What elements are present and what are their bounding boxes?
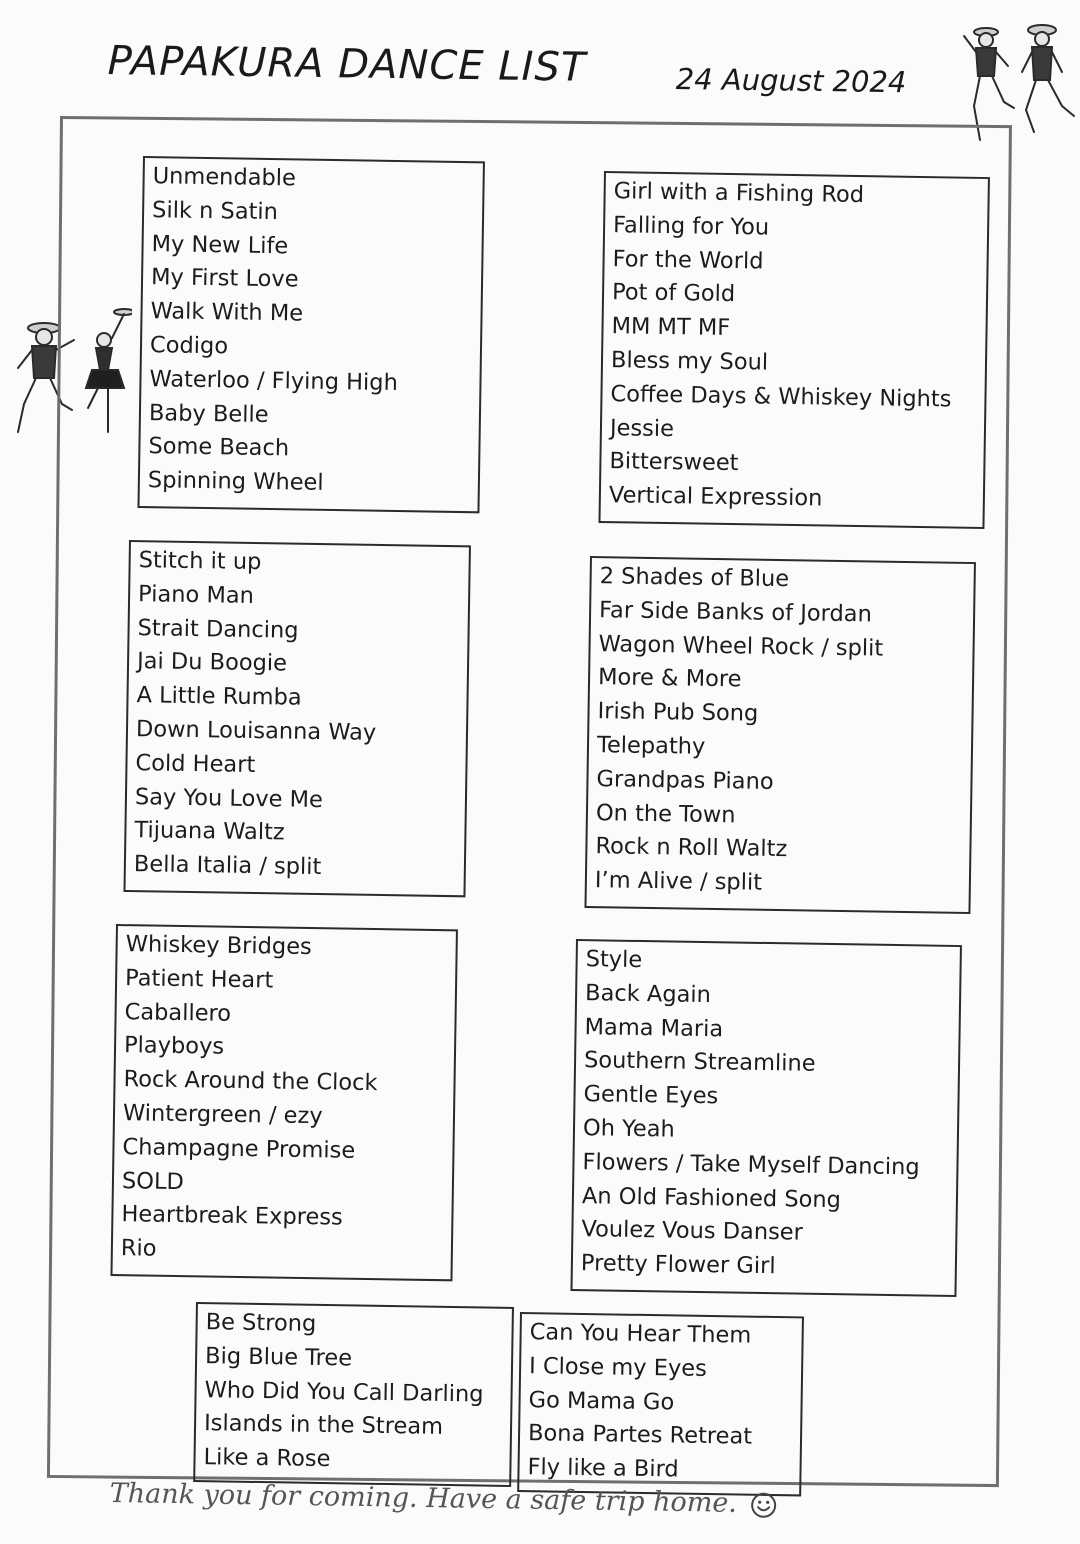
- dance-item: Spinning Wheel: [147, 467, 324, 497]
- dance-item: Cold Heart: [135, 749, 256, 778]
- dance-item: Heartbreak Express: [121, 1201, 343, 1231]
- dance-item: Rock Around the Clock: [123, 1066, 378, 1097]
- dance-item: For the World: [612, 245, 764, 275]
- dance-item: Rock n Roll Waltz: [595, 833, 788, 863]
- dance-list-box-6: [570, 939, 961, 1297]
- dance-item: Mama Maria: [584, 1013, 724, 1042]
- dance-item: Jessie: [609, 414, 675, 442]
- dance-item: Unmendable: [152, 163, 297, 192]
- dance-item: Pot of Gold: [611, 279, 736, 308]
- dance-item: Bella Italia / split: [133, 851, 322, 881]
- dance-item: Islands in the Stream: [203, 1410, 444, 1441]
- dance-item: An Old Fashioned Song: [581, 1182, 842, 1213]
- dance-item: Wagon Wheel Rock / split: [598, 630, 884, 662]
- dance-item: Bless my Soul: [610, 347, 769, 376]
- footer-message: Thank you for coming. Have a safe trip home.: [109, 1478, 738, 1519]
- dance-item: Jai Du Boogie: [136, 648, 288, 677]
- dance-item: Bittersweet: [609, 448, 739, 477]
- dance-list-box-1: [137, 156, 484, 513]
- dance-item: Far Side Banks of Jordan: [598, 596, 873, 628]
- dance-item: Piano Man: [137, 580, 255, 609]
- dance-item: My New Life: [151, 230, 289, 259]
- page-title: PAPAKURA DANCE LIST: [107, 38, 587, 91]
- dance-item: Strait Dancing: [137, 614, 299, 644]
- event-date: 24 August 2024: [675, 62, 907, 100]
- dance-item: Girl with a Fishing Rod: [613, 178, 865, 209]
- dance-item: Who Did You Call Darling: [204, 1376, 484, 1408]
- dance-list-box-7: [193, 1302, 514, 1487]
- dance-item: 2 Shades of Blue: [599, 563, 790, 593]
- dance-item: More & More: [597, 664, 742, 693]
- dance-item: Southern Streamline: [583, 1047, 816, 1078]
- dance-item: Gentle Eyes: [583, 1081, 719, 1110]
- dance-item: Bona Partes Retreat: [527, 1420, 753, 1451]
- dance-item: Whiskey Bridges: [125, 931, 312, 961]
- dance-item: Big Blue Tree: [204, 1342, 353, 1372]
- dance-item: My First Love: [150, 264, 299, 293]
- dance-item: I Close my Eyes: [528, 1352, 708, 1382]
- dance-item: Say You Love Me: [134, 783, 324, 813]
- dance-item: Baby Belle: [148, 399, 269, 428]
- dance-item: Playboys: [123, 1032, 225, 1061]
- dance-item: Telepathy: [596, 732, 706, 760]
- dance-item: A Little Rumba: [136, 682, 302, 711]
- dance-item: SOLD: [121, 1167, 185, 1195]
- dance-item: Some Beach: [148, 433, 290, 462]
- dance-item: Champagne Promise: [122, 1133, 356, 1164]
- dance-item: Waterloo / Flying High: [149, 365, 399, 396]
- dance-item: Falling for You: [612, 211, 770, 241]
- dance-item: Oh Yeah: [582, 1115, 676, 1143]
- dance-list-box-3: [123, 540, 470, 897]
- dance-item: Voulez Vous Danser: [581, 1216, 804, 1246]
- dance-item: Irish Pub Song: [597, 698, 759, 727]
- smiley-face-icon: [749, 1491, 777, 1519]
- dance-item: Vertical Expression: [608, 482, 823, 512]
- dance-item: Silk n Satin: [151, 196, 279, 225]
- dance-item: Stitch it up: [138, 547, 262, 576]
- dance-item: Tijuana Waltz: [134, 817, 285, 846]
- dance-item: Rio: [120, 1235, 157, 1262]
- dance-list-box-8: [517, 1312, 804, 1496]
- dance-item: Fly like a Bird: [527, 1454, 679, 1483]
- dance-item: Walk With Me: [150, 298, 304, 327]
- dance-list-box-2: [598, 171, 989, 529]
- dance-item: MM MT MF: [611, 313, 731, 342]
- dance-list-box-5: [110, 924, 457, 1281]
- dance-item: Coffee Days & Whiskey Nights: [610, 380, 952, 413]
- dance-item: Can You Hear Them: [529, 1319, 752, 1349]
- dance-item: Style: [585, 946, 643, 974]
- dance-item: Be Strong: [205, 1309, 317, 1337]
- dance-item: On the Town: [595, 799, 736, 828]
- dance-item: Grandpas Piano: [596, 765, 774, 795]
- dance-item: Go Mama Go: [528, 1386, 675, 1416]
- dance-item: Down Louisanna Way: [135, 716, 377, 746]
- dance-item: Flowers / Take Myself Dancing: [582, 1148, 920, 1181]
- dance-item: Caballero: [124, 998, 232, 1027]
- dance-item: Like a Rose: [203, 1444, 331, 1473]
- dance-item: Back Again: [584, 979, 712, 1008]
- dance-item: Pretty Flower Girl: [580, 1250, 776, 1280]
- dance-item: I’m Alive / split: [594, 867, 763, 896]
- dance-list-box-4: [584, 556, 975, 914]
- dance-item: Codigo: [149, 332, 229, 360]
- dance-item: Patient Heart: [124, 964, 274, 994]
- dance-item: Wintergreen / ezy: [122, 1100, 323, 1130]
